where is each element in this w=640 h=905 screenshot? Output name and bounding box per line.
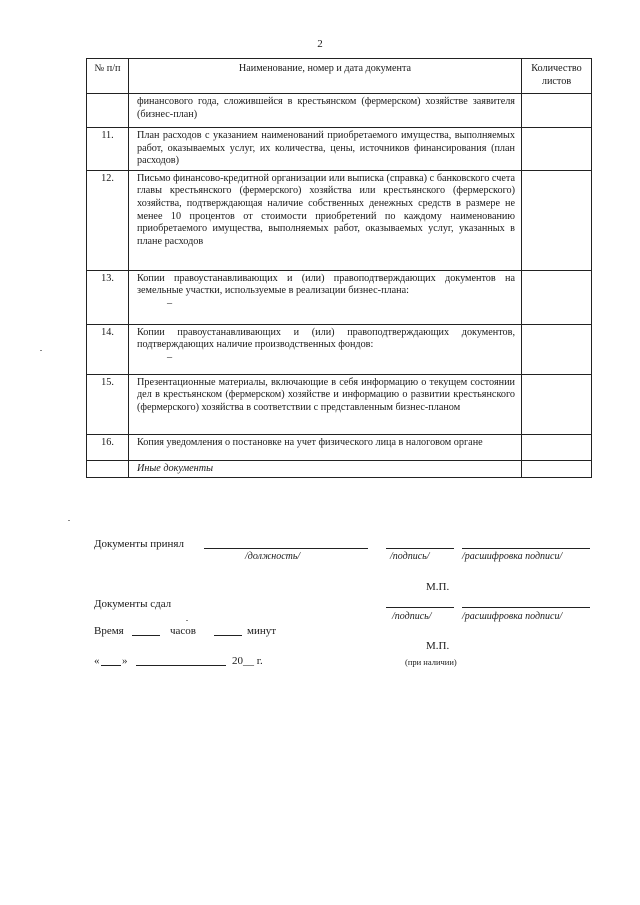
decoding-caption: /расшифровка подписи/ [462, 551, 563, 562]
date-open-quote: « [94, 655, 100, 667]
signature-caption-2: /подпись/ [392, 611, 432, 622]
if-present-note: (при наличии) [405, 657, 457, 667]
row-number: 12. [87, 170, 129, 270]
scan-speck [40, 350, 42, 351]
seal-label-2: М.П. [426, 640, 450, 652]
hours-line[interactable] [132, 635, 160, 636]
list-dash: – [167, 297, 173, 309]
position-caption: /должность/ [245, 551, 301, 562]
day-line[interactable] [101, 665, 121, 666]
document-name: Копии правоустанавливающих и (или) правоподтверждающих документов, подтверждающих наличие производственных фондов: [137, 326, 515, 351]
scan-speck [186, 620, 188, 621]
document-name: Копия уведомления о постановке на учет физического лица в налоговом органе [137, 436, 483, 448]
signature-line[interactable] [386, 548, 454, 549]
position-line[interactable] [204, 548, 368, 549]
decoding-caption-2: /расшифровка подписи/ [462, 611, 563, 622]
header-name: Наименование, номер и дата документа [129, 59, 522, 94]
document-name: Презентационные материалы, включающие в себя информацию о текущем состоянии дел в крестьянском (фермерском) хозяйстве и информацию о развитии крестьянского (фермерского) хозяйства в соответствии с представленным бизнес-планом [137, 376, 515, 413]
row-number: 15. [87, 374, 129, 434]
hours-label: часов [170, 625, 196, 637]
decoding-line-2[interactable] [462, 607, 590, 608]
header-qty: Количество листов [522, 59, 592, 94]
document-name: Иные документы [137, 462, 213, 474]
page-number: 2 [317, 38, 323, 50]
row-number: 14. [87, 324, 129, 374]
month-line[interactable] [136, 665, 226, 666]
accepted-label: Документы принял [94, 538, 184, 550]
time-label: Время [94, 625, 124, 637]
year-label: 20__ г. [232, 655, 263, 667]
submitted-label: Документы сдал [94, 598, 172, 610]
row-number: 13. [87, 270, 129, 324]
row-number: 11. [87, 128, 129, 171]
signature-line-2[interactable] [386, 607, 454, 608]
seal-label: М.П. [426, 581, 450, 593]
header-num: № п/п [87, 59, 129, 94]
decoding-line[interactable] [462, 548, 590, 549]
document-name: финансового года, сложившейся в крестьянском (фермерском) хозяйстве заявителя (бизнес-план) [137, 96, 515, 120]
minutes-line[interactable] [214, 635, 242, 636]
document-name: План расходов с указанием наименований приобретаемого имущества, выполняемых работ, оказываемых услуг, их количества, цены, источников финансирования (план расходов) [137, 130, 515, 167]
signature-caption: /подпись/ [390, 551, 430, 562]
list-dash: – [167, 351, 173, 363]
date-close-quote: » [122, 655, 128, 667]
document-name: Письмо финансово-кредитной организации или выписка (справка) с банковского счета главы крестьянского (фермерского) хозяйства или крестьянского (фермерского) хозяйства, подтверждающая наличие собственных денежных средств в размере не менее 10 процентов от стоимости приобретений по каждому наименованию приобретаемого имущества, выполняемых работ, оказываемых услуг, указанных в плане расходов [137, 172, 515, 247]
scan-speck [68, 520, 70, 521]
row-number: 16. [87, 434, 129, 460]
document-name: Копии правоустанавливающих и (или) правоподтверждающих документов на земельные участки, используемые в реализации бизнес-плана: [137, 272, 515, 297]
minutes-label: минут [247, 625, 277, 637]
